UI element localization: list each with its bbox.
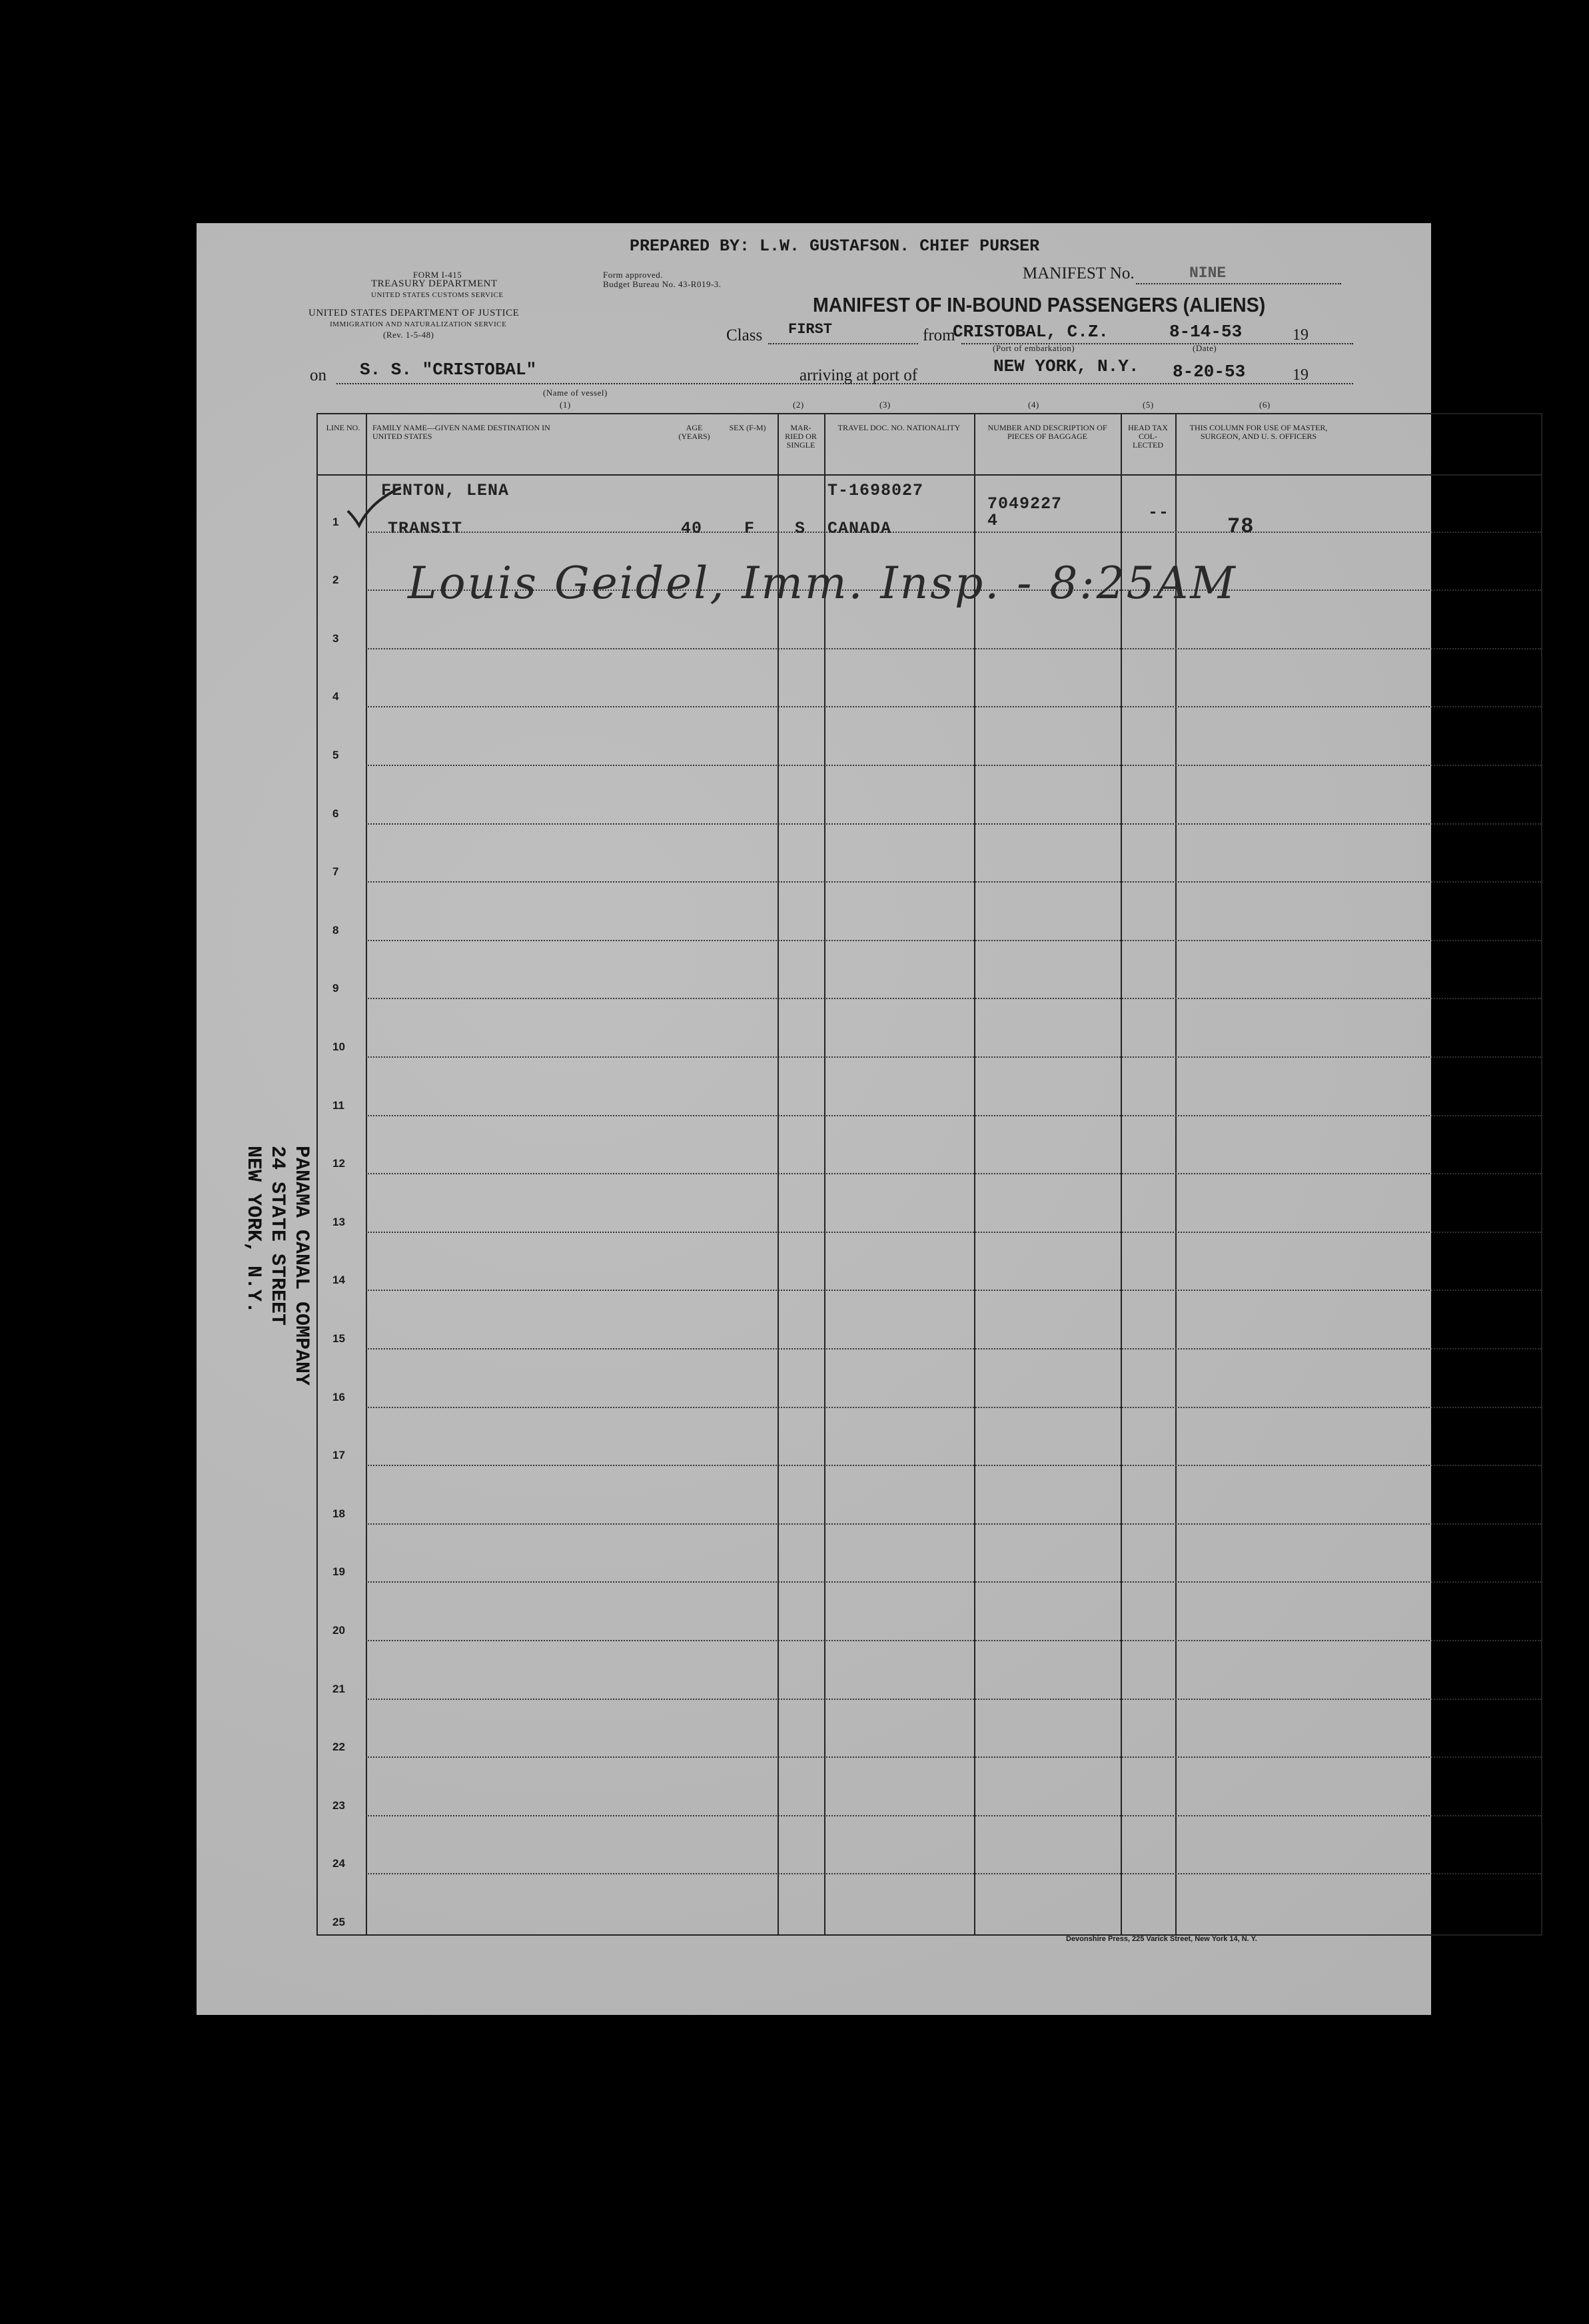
class-value: FIRST bbox=[788, 321, 833, 338]
table-row bbox=[318, 1408, 1541, 1467]
from-date: 8-14-53 bbox=[1169, 322, 1243, 342]
year-label: 19 bbox=[1293, 326, 1309, 344]
col-num-4: (4) bbox=[1028, 400, 1039, 410]
header-head-tax: HEAD TAX COL- LECTED bbox=[1128, 423, 1168, 450]
year-label-2: 19 bbox=[1293, 366, 1309, 384]
row-number: 12 bbox=[332, 1157, 345, 1170]
entry-baggage-no: 7049227 bbox=[987, 494, 1063, 514]
col-num-6: (6) bbox=[1259, 400, 1271, 410]
stamp-line-1: PANAMA CANAL COMPANY bbox=[290, 1146, 312, 1386]
stamp-line-2: 24 STATE STREET bbox=[266, 1146, 288, 1326]
ins-service: IMMIGRATION AND NATURALIZATION SERVICE bbox=[330, 320, 507, 328]
manifest-page bbox=[197, 223, 1431, 2015]
arriving-port: NEW YORK, N.Y. bbox=[993, 356, 1139, 376]
table-row bbox=[318, 1874, 1541, 1933]
row-number: 19 bbox=[332, 1565, 345, 1579]
printer-imprint: Devonshire Press, 225 Varick Street, New York 14, N. Y. bbox=[1066, 1935, 1257, 1943]
table-row bbox=[318, 1291, 1541, 1350]
table-row bbox=[318, 1641, 1541, 1700]
table-row bbox=[318, 941, 1541, 1000]
prepared-by: PREPARED BY: L.W. GUSTAFSON. CHIEF PURSER bbox=[630, 236, 1040, 256]
row-number: 5 bbox=[332, 748, 339, 761]
side-stamp bbox=[241, 1146, 313, 1385]
port-embark-caption: (Port of embarkation) bbox=[993, 343, 1075, 353]
row-number: 21 bbox=[332, 1682, 345, 1695]
row-number: 18 bbox=[332, 1507, 345, 1520]
table-row bbox=[318, 883, 1541, 941]
table-row bbox=[318, 1525, 1541, 1583]
vessel-caption: (Name of vessel) bbox=[543, 388, 608, 398]
table-row bbox=[318, 1466, 1541, 1525]
entry-officer-mark: 78 bbox=[1227, 514, 1255, 539]
row-number: 11 bbox=[332, 1098, 344, 1112]
entry-married: S bbox=[795, 519, 806, 538]
row-number: 2 bbox=[332, 574, 339, 587]
col-num-3: (3) bbox=[879, 400, 891, 410]
row-number: 14 bbox=[332, 1274, 345, 1287]
class-label: Class bbox=[726, 326, 763, 344]
table-row bbox=[318, 1058, 1541, 1116]
header-officers: THIS COLUMN FOR USE OF MASTER, SURGEON, AND U. S. OFFICERS bbox=[1189, 423, 1328, 441]
table-row bbox=[318, 1758, 1541, 1816]
row-number: 25 bbox=[332, 1915, 345, 1928]
table-row bbox=[318, 825, 1541, 883]
table-row bbox=[318, 1816, 1541, 1875]
table-row bbox=[318, 1583, 1541, 1641]
inspector-signature: Louis Geidel, Imm. Insp. - 8:25AM bbox=[408, 558, 1237, 609]
header-baggage: NUMBER AND DESCRIPTION OF PIECES OF BAGGAGE bbox=[987, 423, 1107, 441]
row-number: 22 bbox=[332, 1741, 345, 1754]
form-number: FORM I-415 bbox=[413, 270, 462, 280]
header-line-no: LINE NO. bbox=[326, 423, 360, 432]
table-row bbox=[318, 1350, 1541, 1408]
header-name: FAMILY NAME—GIVEN NAME DESTINATION IN UNITED STATES bbox=[372, 423, 550, 441]
table-row bbox=[318, 999, 1541, 1058]
from-label: from bbox=[923, 326, 955, 344]
manifest-no-label: MANIFEST No. bbox=[1023, 264, 1135, 282]
header-age: AGE (YEARS) bbox=[678, 423, 710, 441]
stamp-line-3: NEW YORK, N.Y. bbox=[242, 1146, 265, 1314]
row-number: 15 bbox=[332, 1332, 345, 1345]
budget-bureau: Budget Bureau No. 43-R019-3. bbox=[603, 279, 722, 289]
passenger-table bbox=[316, 413, 1542, 1936]
revision: (Rev. 1-5-48) bbox=[383, 330, 434, 340]
table-row bbox=[318, 1174, 1541, 1233]
entry-nationality: CANADA bbox=[827, 519, 892, 538]
header-sex: SEX (F-M) bbox=[729, 423, 766, 432]
row-number: 9 bbox=[332, 982, 339, 995]
justice-dept: UNITED STATES DEPARTMENT OF JUSTICE bbox=[308, 308, 520, 318]
row-number: 10 bbox=[332, 1040, 345, 1053]
customs-service: UNITED STATES CUSTOMS SERVICE bbox=[371, 291, 504, 299]
col-num-2: (2) bbox=[793, 400, 804, 410]
table-row bbox=[318, 766, 1541, 825]
row-number: 24 bbox=[332, 1857, 345, 1870]
arriving-label: arriving at port of bbox=[799, 366, 918, 384]
row-number: 1 bbox=[332, 515, 339, 528]
row-number: 8 bbox=[332, 923, 339, 937]
table-row bbox=[318, 707, 1541, 766]
header-married: MAR- RIED OR SINGLE bbox=[785, 423, 817, 450]
col-num-5: (5) bbox=[1143, 400, 1154, 410]
entry-baggage-pieces: 4 bbox=[987, 511, 999, 530]
vessel-name: S. S. "CRISTOBAL" bbox=[360, 360, 537, 380]
entry-name: FENTON, LENA bbox=[381, 481, 510, 500]
col-num-1: (1) bbox=[560, 400, 571, 410]
row-number: 17 bbox=[332, 1449, 345, 1462]
treasury-dept: TREASURY DEPARTMENT bbox=[371, 278, 498, 289]
entry-travel-doc: T-1698027 bbox=[827, 481, 924, 500]
row-number: 7 bbox=[332, 865, 339, 879]
table-row bbox=[318, 1116, 1541, 1175]
form-approved: Form approved. bbox=[603, 270, 664, 280]
entry-destination: TRANSIT bbox=[388, 519, 463, 538]
row-number: 4 bbox=[332, 690, 339, 703]
check-mark-icon bbox=[344, 484, 404, 531]
row-number: 13 bbox=[332, 1215, 345, 1228]
on-label: on bbox=[310, 366, 326, 384]
from-port: CRISTOBAL, C.Z. bbox=[953, 322, 1109, 342]
manifest-number: NINE bbox=[1189, 264, 1227, 282]
entry-age: 40 bbox=[681, 519, 703, 538]
row-number: 6 bbox=[332, 807, 339, 820]
row-number: 3 bbox=[332, 631, 339, 645]
table-row bbox=[318, 1700, 1541, 1758]
entry-sex: F bbox=[744, 519, 756, 538]
row-number: 23 bbox=[332, 1798, 345, 1812]
date-caption: (Date) bbox=[1193, 343, 1217, 353]
row-container bbox=[318, 474, 1541, 1933]
arriving-date: 8-20-53 bbox=[1173, 362, 1246, 382]
row-number: 16 bbox=[332, 1390, 345, 1403]
entry-head-tax: -- bbox=[1148, 503, 1170, 522]
table-row bbox=[318, 649, 1541, 708]
table-row bbox=[318, 1233, 1541, 1292]
row-number: 20 bbox=[332, 1623, 345, 1637]
manifest-title: MANIFEST OF IN-BOUND PASSENGERS (ALIENS) bbox=[813, 293, 1266, 316]
header-travel-doc: TRAVEL DOC. NO. NATIONALITY bbox=[837, 423, 961, 432]
